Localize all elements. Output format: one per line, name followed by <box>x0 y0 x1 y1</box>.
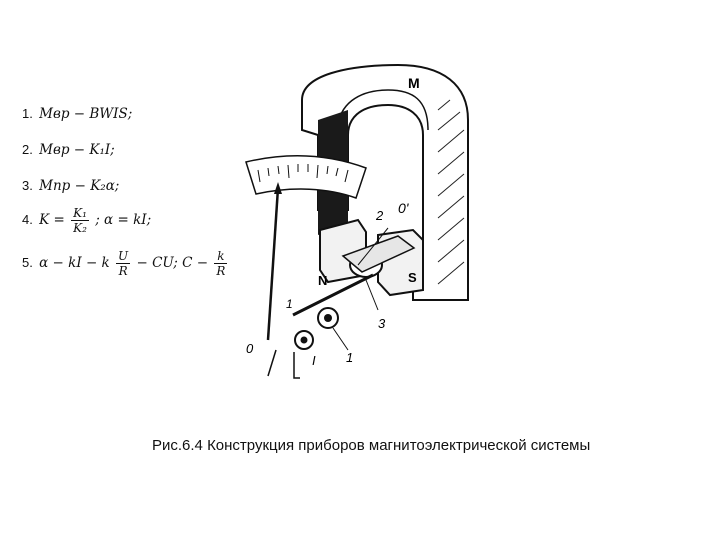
formula-5 <box>22 249 229 278</box>
formula-2 <box>22 142 115 158</box>
formula-text: ; α = kI; <box>95 212 152 228</box>
pointer-needle <box>268 188 278 340</box>
fraction <box>71 206 89 235</box>
formula-1 <box>22 106 132 122</box>
scale-plate <box>246 156 366 198</box>
spring-center <box>301 337 308 344</box>
north-pole-label: N <box>318 273 328 288</box>
formula-text: Mпр − K₂α; <box>39 178 120 194</box>
fraction-numerator: k <box>214 249 227 264</box>
formula-text: K = <box>39 212 65 228</box>
formula-number: 4. <box>22 212 33 227</box>
formula-4 <box>22 206 151 235</box>
formula-text: Mвр − BWIS; <box>39 106 133 122</box>
fraction-denominator: R <box>216 264 226 278</box>
callout-line-3 <box>366 280 378 310</box>
current-label: I <box>312 353 316 368</box>
south-pole-label: S <box>408 270 417 285</box>
fraction <box>214 249 227 278</box>
fraction <box>116 249 130 278</box>
fraction-denominator: K₂ <box>73 221 87 235</box>
formula-3 <box>22 178 119 194</box>
fraction-denominator: R <box>118 264 128 278</box>
formula-number: 2. <box>22 142 33 157</box>
magnet-label: M <box>408 75 420 91</box>
part-2-label: 2 <box>376 208 384 223</box>
arrow-top-label: 1 <box>286 297 293 311</box>
spring-center <box>324 314 332 322</box>
zero-top-label: 0' <box>398 200 409 216</box>
lead-wire <box>294 352 300 378</box>
formula-number: 5. <box>22 255 33 270</box>
fraction-numerator: U <box>118 249 129 263</box>
callout-line-1 <box>333 328 348 350</box>
part-1-label: 1 <box>346 350 354 365</box>
fraction-numerator: K₁ <box>73 206 87 220</box>
formula-number: 3. <box>22 178 33 193</box>
magnetoelectric-device-drawing <box>238 60 488 390</box>
part-3-label: 3 <box>378 316 386 331</box>
zero-bottom-label: 0 <box>246 341 254 356</box>
formula-text: α − kI − k <box>39 255 110 271</box>
formula-text: − CU; C − <box>136 255 209 271</box>
formula-number: 1. <box>22 106 33 121</box>
lead-wire <box>268 350 276 376</box>
formula-text: Mвр − K₁I; <box>39 142 115 158</box>
figure-caption: Рис.6.4 Конструкция приборов магнитоэлектрической системы <box>152 437 591 454</box>
